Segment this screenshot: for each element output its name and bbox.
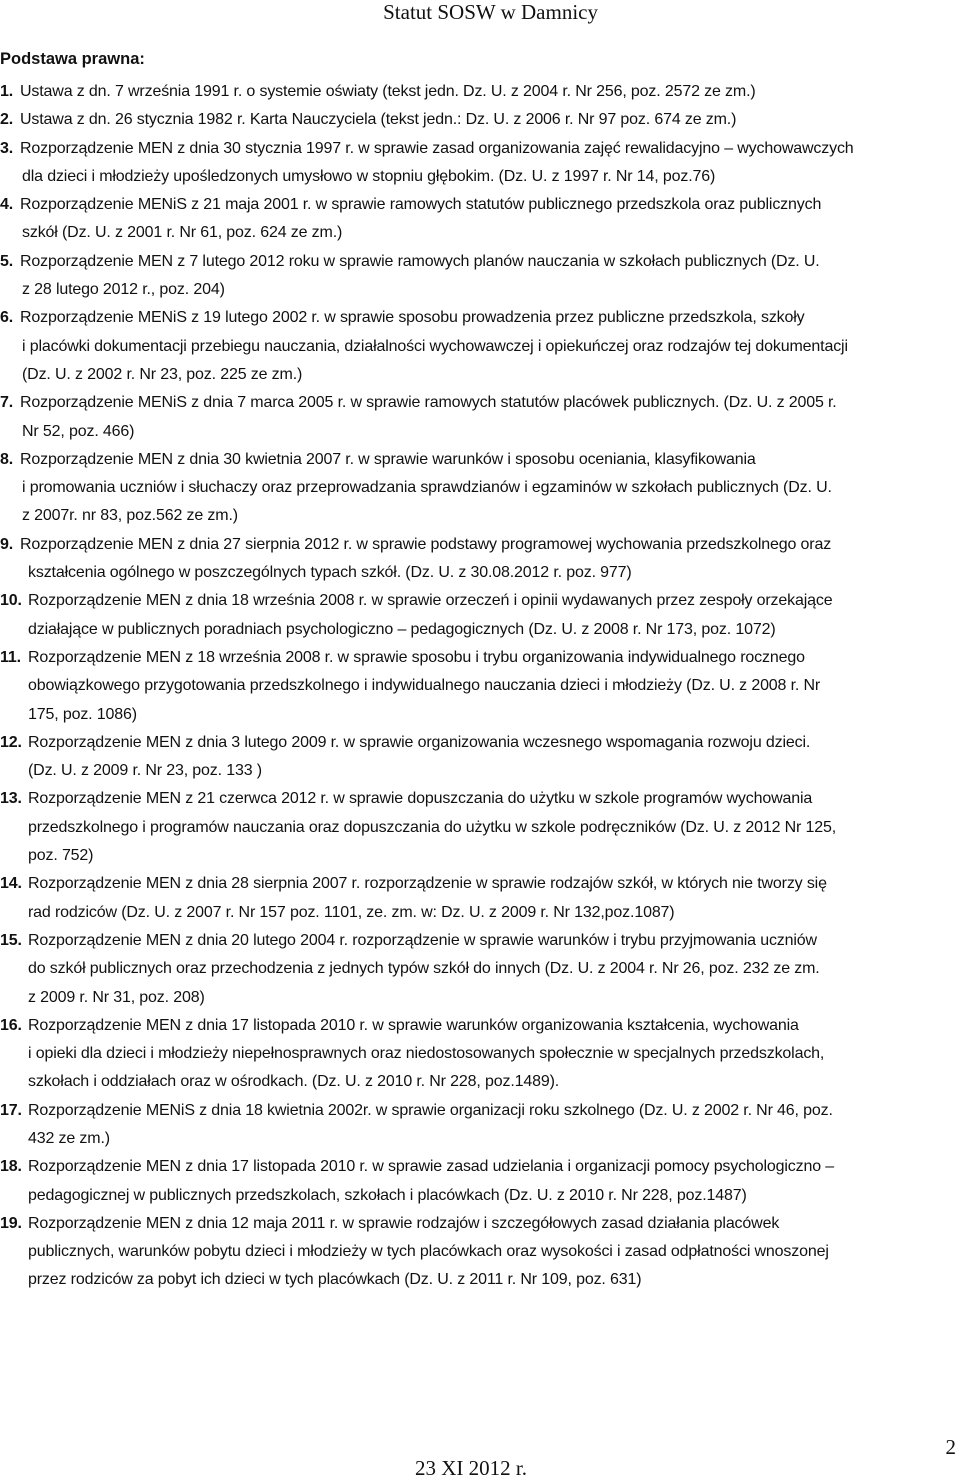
legal-act-number: 11. xyxy=(0,648,21,666)
legal-act-text-line: Rozporządzenie MEN z dnia 30 kwietnia 2007 r. w sprawie warunków i sposobu oceniania, klasyfikowania xyxy=(20,450,756,468)
legal-act-number: 18. xyxy=(0,1158,22,1176)
legal-act-item xyxy=(0,389,960,446)
legal-act-text-line: rad rodziców (Dz. U. z 2007 r. Nr 157 poz. 1101, ze. zm. w: Dz. U. z 2009 r. Nr 132,poz.1087) xyxy=(28,903,675,921)
legal-act-item xyxy=(0,78,960,106)
legal-act-text-line: Rozporządzenie MEN z dnia 12 maja 2011 r. w sprawie rodzajów i szczegółowych zasad działania placówek xyxy=(28,1214,780,1232)
legal-act-item xyxy=(0,191,960,248)
legal-act-item xyxy=(0,587,960,644)
legal-act-text-line: publicznych, warunków pobytu dzieci i młodzieży w tych placówkach oraz wysokości i zasad odpłatności wnoszonej xyxy=(28,1243,829,1261)
legal-act-text-line: Rozporządzenie MEN z dnia 27 sierpnia 2012 r. w sprawie podstawy programowej wychowania przedszkolnego oraz xyxy=(20,535,832,553)
legal-act-number: 13. xyxy=(0,790,22,808)
legal-act-text-line: z 28 lutego 2012 r., poz. 204) xyxy=(22,281,225,299)
legal-act-text-line: Rozporządzenie MENiS z 19 lutego 2002 r. w sprawie sposobu prowadzenia przez publiczne przedszkola, szkoły xyxy=(20,309,805,327)
legal-act-number: 19. xyxy=(0,1214,22,1232)
legal-act-text-line: 432 ze zm.) xyxy=(28,1129,110,1147)
legal-act-text-line: szkołach i oddziałach oraz w ośrodkach. (Dz. U. z 2010 r. Nr 228, poz.1489). xyxy=(28,1073,560,1091)
legal-act-text-line: (Dz. U. z 2009 r. Nr 23, poz. 133 ) xyxy=(28,762,262,780)
legal-act-text-line: szkół (Dz. U. z 2001 r. Nr 61, poz. 624 ze zm.) xyxy=(22,224,343,242)
legal-act-text-line: pedagogicznej w publicznych przedszkolach, szkołach i placówkach (Dz. U. z 2010 r. Nr 228, poz.1487) xyxy=(28,1186,747,1204)
legal-act-text-line: poz. 752) xyxy=(28,847,94,865)
legal-act-number: 1. xyxy=(0,83,14,100)
legal-act-item xyxy=(0,1097,960,1154)
legal-act-item xyxy=(0,927,960,1012)
legal-act-text-line: kształcenia ogólnego w poszczególnych typach szkół. (Dz. U. z 30.08.2012 r. poz. 977) xyxy=(28,564,632,582)
legal-act-text-line: Rozporządzenie MENiS z dnia 7 marca 2005 r. w sprawie ramowych statutów placówek publicznych. (Dz. U. z 2005 r. xyxy=(20,394,837,412)
legal-act-text-line: Ustawa z dn. 26 stycznia 1982 r. Karta Nauczyciela (tekst jedn.: Dz. U. z 2006 r. Nr 97 poz. 674 ze zm.) xyxy=(20,111,737,129)
legal-act-number: 2. xyxy=(0,111,14,129)
footer-date-wrapper xyxy=(0,1456,960,1480)
legal-act-number: 3. xyxy=(0,139,14,157)
legal-act-number: 12. xyxy=(0,733,22,751)
legal-act-text-line: Rozporządzenie MEN z 18 września 2008 r. w sprawie sposobu i trybu organizowania indywidualnego rocznego xyxy=(28,648,805,666)
legal-act-text-line: i promowania uczniów i słuchaczy oraz przeprowadzania sprawdzianów i egzaminów w szkołach publicznych (Dz. U. xyxy=(22,479,832,497)
legal-act-item xyxy=(0,1210,960,1295)
legal-act-number: 5. xyxy=(0,252,14,270)
legal-act-number: 4. xyxy=(0,196,14,214)
page-number: 2 xyxy=(945,1435,956,1459)
legal-act-text-line: Rozporządzenie MEN z dnia 20 lutego 2004 r. rozporządzenie w sprawie warunków i trybu przyjmowania uczniów xyxy=(28,931,817,949)
legal-act-text-line: Ustawa z dn. 7 września 1991 r. o systemie oświaty (tekst jedn. Dz. U. z 2004 r. Nr 256, poz. 2572 ze zm.) xyxy=(20,83,756,100)
legal-act-number: 16. xyxy=(0,1016,22,1034)
legal-act-item xyxy=(0,135,960,192)
legal-act-item xyxy=(0,1012,960,1097)
legal-act-item xyxy=(0,446,960,531)
legal-act-text-line: przedszkolnego i programów nauczania oraz dopuszczania do użytku w szkole podręczników (Dz. U. z 2012 Nr 125, xyxy=(28,818,837,836)
legal-act-item xyxy=(0,106,960,134)
legal-act-item xyxy=(0,248,960,305)
legal-act-item xyxy=(0,304,960,389)
legal-act-number: 15. xyxy=(0,931,22,949)
legal-act-text-line: do szkół publicznych oraz przechodzenia z jednych typów szkół do innych (Dz. U. z 2004 r. Nr 26, poz. 232 ze zm. xyxy=(28,960,820,978)
legal-act-number: 6. xyxy=(0,309,14,327)
legal-act-text-line: obowiązkowego przygotowania przedszkolnego i indywidualnego nauczania dzieci i młodzieży (Dz. U. z 2008 r. Nr xyxy=(28,677,821,695)
legal-act-text-line: i placówki dokumentacji przebiegu nauczania, działalności wychowawczej i opiekuńczej oraz rodzajów tej dokumentacji xyxy=(22,337,848,355)
legal-act-text-line: i opieki dla dzieci i młodzieży niepełnosprawnych oraz niedostosowanych społecznie w specjalnych przedszkolach, xyxy=(28,1045,825,1063)
legal-act-text-line: Rozporządzenie MEN z dnia 18 września 2008 r. w sprawie orzeczeń i opinii wydawanych przez zespoły orzekające xyxy=(28,592,833,610)
legal-act-item xyxy=(0,1153,960,1210)
legal-act-text-line: przez rodziców za pobyt ich dzieci w tych placówkach (Dz. U. z 2011 r. Nr 109, poz. 631) xyxy=(28,1271,642,1289)
legal-act-text-line: z 2007r. nr 83, poz.562 ze zm.) xyxy=(22,507,238,525)
legal-act-text-line: 175, poz. 1086) xyxy=(28,705,137,723)
legal-act-number: 14. xyxy=(0,875,22,893)
legal-act-item xyxy=(0,531,960,588)
legal-act-text-line: z 2009 r. Nr 31, poz. 208) xyxy=(28,988,205,1006)
legal-act-text-line: Rozporządzenie MEN z dnia 17 listopada 2010 r. w sprawie zasad udzielania i organizacji pomocy psychologiczno – xyxy=(28,1158,835,1176)
legal-act-item xyxy=(0,870,960,927)
legal-act-item xyxy=(0,729,960,786)
document-header xyxy=(0,0,960,30)
legal-act-text-line: Rozporządzenie MEN z dnia 30 stycznia 1997 r. w sprawie zasad organizowania zajęć rewalidacyjno – wychowawczych xyxy=(20,139,854,157)
footer-date: 23 XI 2012 r. xyxy=(415,1456,527,1480)
legal-act-text-line: Nr 52, poz. 466) xyxy=(22,422,135,440)
legal-basis-heading: Podstawa prawna: xyxy=(0,50,145,68)
legal-act-text-line: działające w publicznych poradniach psychologiczno – pedagogicznych (Dz. U. z 2008 r. Nr 173, poz. 1072) xyxy=(28,620,776,638)
legal-act-text-line: Rozporządzenie MENiS z dnia 18 kwietnia 2002r. w sprawie organizacji roku szkolnego (Dz. U. z 2002 r. Nr 46, poz. xyxy=(28,1101,833,1119)
legal-act-text-line: dla dzieci i młodzieży upośledzonych umysłowo w stopniu głębokim. (Dz. U. z 1997 r. Nr 14, poz.76) xyxy=(22,167,716,185)
document-title: Statut SOSW w Damnicy xyxy=(383,0,598,24)
legal-act-item xyxy=(0,644,960,729)
legal-act-number: 9. xyxy=(0,535,14,553)
legal-act-number: 10. xyxy=(0,592,22,610)
legal-basis-list xyxy=(0,78,960,1295)
legal-act-text-line: (Dz. U. z 2002 r. Nr 23, poz. 225 ze zm.) xyxy=(22,365,303,383)
legal-act-number: 8. xyxy=(0,450,14,468)
legal-act-text-line: Rozporządzenie MEN z dnia 28 sierpnia 2007 r. rozporządzenie w sprawie rodzajów szkół, w których nie tworzy się xyxy=(28,875,827,893)
legal-act-text-line: Rozporządzenie MENiS z 21 maja 2001 r. w sprawie ramowych statutów publicznego przedszkola oraz publicznych xyxy=(20,196,822,214)
legal-act-text-line: Rozporządzenie MEN z dnia 17 listopada 2010 r. w sprawie warunków organizowania kształcenia, wychowania xyxy=(28,1016,799,1034)
legal-act-text-line: Rozporządzenie MEN z dnia 3 lutego 2009 r. w sprawie organizowania wczesnego wspomagania rozwoju dzieci. xyxy=(28,733,811,751)
legal-act-text-line: Rozporządzenie MEN z 7 lutego 2012 roku w sprawie ramowych planów nauczania w szkołach publicznych (Dz. U. xyxy=(20,252,820,270)
legal-act-number: 17. xyxy=(0,1101,22,1119)
legal-act-number: 7. xyxy=(0,394,14,412)
legal-act-text-line: Rozporządzenie MEN z 21 czerwca 2012 r. w sprawie dopuszczania do użytku w szkole programów wychowania xyxy=(28,790,813,808)
legal-act-item xyxy=(0,785,960,870)
